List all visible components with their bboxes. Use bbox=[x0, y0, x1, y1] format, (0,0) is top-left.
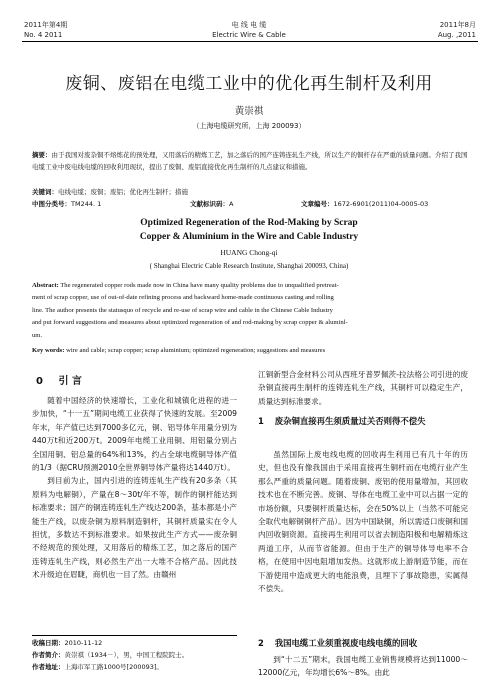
affiliation-en: ( Shanghai Electric Cable Research Institute, Shanghai 200093, China) bbox=[149, 262, 349, 270]
keywords-en-text: wire and cable; scrap copper; scrap aluminium; optimized regeneration; suggestions and measures bbox=[66, 347, 326, 354]
header-journal: 电 线 电 缆 bbox=[231, 21, 267, 29]
header-rule bbox=[22, 41, 478, 42]
abstract-en-label: Abstract: bbox=[32, 282, 59, 289]
abstract-text: 由于我国对废杂铜不熔炼花的预处理，又用落后的精炼工艺，加之落后的国产连铸连轧生产线，所以生产的铜杆存在严重的质量问题。介绍了我国电缆工业中废电线电缆的回收利用现状，提出了废铜、废铝直接优化再生制杆的几点建议和措施。 bbox=[32, 151, 468, 171]
abstract-en-line: um. bbox=[32, 331, 43, 339]
clc-value: TM244. 1 bbox=[71, 200, 102, 208]
footnote-rule bbox=[32, 635, 237, 636]
abstract-en bbox=[32, 280, 470, 342]
section0-number: 0 bbox=[36, 376, 43, 387]
left-column-body bbox=[32, 394, 237, 582]
keywords-label: 关键词： bbox=[32, 188, 58, 196]
doc-code-value: A bbox=[229, 200, 234, 208]
keywords-en bbox=[32, 346, 470, 356]
author-en: HUANG Chong-qi bbox=[220, 248, 278, 257]
keywords-en-label: Key words: bbox=[32, 347, 65, 354]
abstract-label: 摘要： bbox=[32, 151, 52, 159]
abstract-en-line: line. The author presents the statusquo of recycle and re-use of scrap wire and cable in the Chinese Cable Industry bbox=[32, 306, 333, 314]
section1-heading bbox=[258, 414, 468, 429]
abstract-en-line: and put forward suggestions and measures about optimized regeneration of and rod-making by scrap copper & aluminl- bbox=[32, 319, 348, 327]
keywords-cn bbox=[32, 187, 470, 198]
received-value: 2010-11-12 bbox=[64, 639, 103, 647]
section1-body: 虽然国际上废电线电缆的回收再生利用已有几十年的历史，但也没有像我国由于采用直接再生铜杆而在电缆行业产生那么严重的质量问题。随着废铜、废铝的使用量增加，其回收技术也在不断完善。废铜、导体在电缆工业中可以占据一定的市场份额，只要铜杆质量达标，会在50%以上（当然不可能完全取代电解铜铜杆产品）。因为中国缺铜，所以需适口废铜和国内回收铜资源。直接再生利用可以省去制造阳极和电解精炼这两道工序，从而节省能源。但由于生产的铜导体导电率不合格，在使用中因电阻增加发热。这就形成上游制造节能，而在下游使用中造成更大的电能浪费，且埋下了事故隐患，实属得不偿失。 bbox=[258, 450, 468, 594]
paragraph: 到目前为止，国内引进的连铸连轧生产线有20多条（其原料为电解铜），产量在8～30t/年不等，制作的铜杆能达到标准要求；国产的铜连铸连轧生产线达200条，基本都是小产能生产线，以废杂铜为原料制造铜杆，其铜杆质量实在令人担忧，多数达不到标准要求。如果按此生产方式——废杂铜不经规范的预处理，又用落后的精炼工艺，加之落后的国产连铸连轧生产线，则必然生产出一大堆不合格产品。因此技术升级迫在眉睫，商机也一目了然。由赣州 bbox=[32, 476, 237, 580]
author-bio-label: 作者简介： bbox=[32, 651, 65, 659]
clc-number bbox=[32, 199, 101, 209]
section0-heading bbox=[36, 372, 82, 387]
footnote-address bbox=[32, 662, 163, 672]
received-label: 收稿日期： bbox=[32, 639, 65, 647]
header-date: 2011年8月 bbox=[439, 21, 476, 29]
article-title: 废铜、废铝在电缆工业中的优化再生制杆及利用 bbox=[65, 74, 433, 94]
abstract-en-line bbox=[32, 280, 470, 292]
abstract-en-line-text: The regenerated copper rods made now in China have many quality problems due to unqualified pretreat- bbox=[60, 282, 339, 289]
header-issue-en: No. 4 2011 bbox=[24, 31, 63, 39]
address-label: 作者地址： bbox=[32, 663, 65, 671]
header-date-en: Aug. ,2011 bbox=[437, 31, 476, 39]
address-value: 上海市军工路1000号[200093]。 bbox=[64, 663, 163, 671]
section2-number: 2 bbox=[258, 638, 264, 648]
footnote-received bbox=[32, 638, 102, 648]
article-id-label: 文章编号： bbox=[301, 200, 334, 208]
keywords-text: 电线电缆；废铜；废铝；优化再生制杆；措施 bbox=[58, 188, 188, 196]
section2-heading bbox=[258, 637, 468, 649]
footnote-author bbox=[32, 650, 188, 660]
doc-code bbox=[190, 199, 233, 209]
abstract-en-line: ment of scrap copper, use of out-of-date refining process and backward home-made continuous casting and rolling bbox=[32, 294, 334, 302]
article-id-value: 1672-6901(2011)04-0005-03 bbox=[333, 200, 429, 208]
doc-code-label: 文献标识码： bbox=[190, 200, 229, 208]
title-en-line2: Copper & Aluminium in the Wire and Cable Industry bbox=[139, 232, 359, 242]
paragraph: 随着中国经济的快速增长，工业化和城镇化进程的进一步加快，“十一五”期间电缆工业获得了快速的发展。至2009年末，年产值已达到7000多亿元，铜、铝导体年用量分别为440万t和近200万t。2009年电缆工业用铜、用铝量分别占全国用铜、铝总量的64%和13%，约占全球电缆铜导体产值的1/3（据CRU预测2010全世界铜导体产量将达1440万t）。 bbox=[32, 396, 237, 473]
right-intro: 江铜新型合金材料公司从西班牙普罗佩茨-拉法格公司引进的废杂铜直接再生制杆的连铸连轧生产线，其铜杆可以稳定生产，质量达到标准要求。 bbox=[258, 370, 468, 406]
section2-title: 我国电缆工业须重视废电线电缆的回收 bbox=[274, 638, 418, 648]
header-journal-en: Electric Wire & Cable bbox=[212, 31, 286, 39]
article-id bbox=[301, 199, 428, 209]
section1-number: 1 bbox=[258, 416, 264, 426]
clc-label: 中图分类号： bbox=[32, 200, 71, 208]
section1-title: 废杂铜直接再生须质量过关否则得不偿失 bbox=[274, 416, 426, 426]
author-affiliation: （上海电缆研究所，上海 200093） bbox=[192, 122, 306, 130]
author-bio-value: 黄崇祺（1934－），男，中国工程院院士。 bbox=[64, 651, 189, 659]
section0-title: 引 言 bbox=[58, 376, 82, 387]
title-en-line1: Optimized Regeneration of the Rod-Making by Scrap bbox=[140, 218, 358, 228]
author-name: 黄崇祺 bbox=[234, 106, 264, 117]
abstract-cn bbox=[32, 149, 470, 173]
header-issue: 2011年第4期 bbox=[24, 21, 68, 29]
section2-body: 到“十二五”期末，我国电缆工业销售规模将达到11000～12000亿元，年均增长6%～8%。由此 bbox=[258, 655, 468, 678]
